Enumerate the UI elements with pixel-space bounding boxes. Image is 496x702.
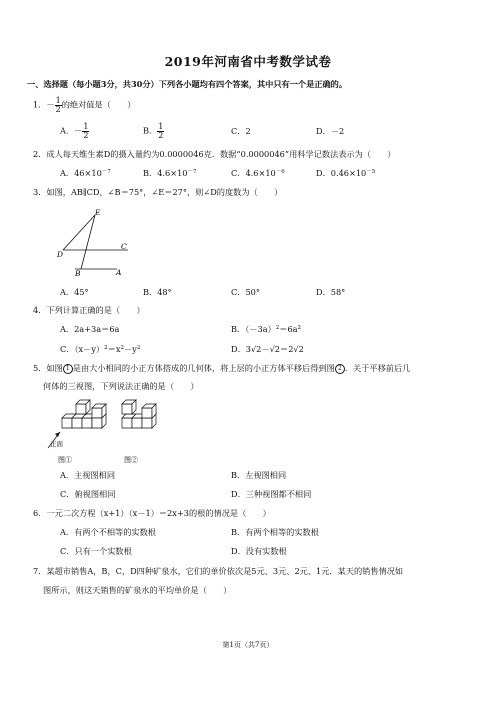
front-label: 正面 (50, 440, 63, 448)
page-footer: 第1页（共7页） (222, 641, 274, 649)
section-heading: 一、选择题（每小题3分，共30分）下列各小题均有四个答案，其中只有一个是正确的。 (27, 79, 348, 89)
q3-option-a[interactable]: A．45° (60, 287, 89, 297)
fraction: $\frac{1}{2}$ (55, 96, 61, 114)
label-a: A (116, 268, 122, 277)
figure-2-caption: 图② (124, 456, 138, 464)
q5-option-c[interactable]: C．俯视图相同 (60, 489, 116, 499)
figure-2-cubes (122, 400, 156, 428)
q3-option-d[interactable]: D．58° (316, 287, 346, 297)
figure-1-cubes (62, 400, 106, 428)
q1-option-c[interactable]: C．2 (231, 126, 251, 136)
q5-option-a[interactable]: A．主视图相同 (60, 470, 116, 480)
q6-option-a[interactable]: A．有两个不相等的实数根 (60, 527, 156, 537)
q6-option-d[interactable]: D．没有实数根 (231, 546, 287, 556)
question-2: 2．成人每天维生素D的摄入量约为0.0000046克．数据“0.0000046”用科学记数法表示为（ ） (33, 149, 396, 159)
cube-figures-q5 (46, 398, 166, 468)
q1-option-d[interactable]: D．－2 (316, 126, 345, 136)
q3-option-b[interactable]: B．48° (143, 287, 172, 297)
q2-option-c[interactable]: C．$4.6\times 10^{-6}$ (231, 168, 285, 178)
page-title: 2019年河南省中考数学试卷 (164, 54, 332, 69)
question-5-line2: 何体的三视图，下列说法正确的是（ ） (43, 381, 199, 391)
circled-number-1: 1 (63, 364, 73, 374)
q4-option-d[interactable]: D．3√2－√2＝2√2 (231, 344, 304, 354)
q2-option-b[interactable]: B．$4.6\times 10^{-7}$ (143, 168, 197, 178)
question-4: 4．下列计算正确的是（ ） (33, 305, 145, 315)
q5-option-d[interactable]: D．三种视图都不相同 (231, 489, 312, 499)
q4-option-b[interactable]: B．$(-3a)^2=6a^2$ (231, 324, 302, 334)
q4-option-a[interactable]: A．2a+3a＝6a (60, 324, 120, 334)
q2-option-a[interactable]: A．$46\times 10^{-7}$ (60, 168, 111, 178)
question-7-line2: 图所示，则这天销售的矿泉水的平均单价是（ ） (43, 585, 232, 595)
question-7-line1: 7．某超市销售A，B，C，D四种矿泉水，它们的单价依次是5元、3元、2元、1元．某天的销售情况如 (33, 566, 404, 576)
q6-option-c[interactable]: C．只有一个实数根 (60, 546, 132, 556)
question-6: 6．一元二次方程（x+1）（x－1）＝2x+3的根的情况是（ ） (33, 508, 271, 518)
label-c: C (121, 242, 127, 251)
question-1: 1．－ $\frac{1}{2}$ 的绝对值是（ ） (33, 96, 136, 114)
label-b: B (75, 269, 81, 277)
figure-1-caption: 图① (58, 456, 72, 464)
q6-option-b[interactable]: B．有两个相等的实数根 (231, 527, 319, 537)
question-5-line1: 5．如图 1 是由大小相同的小正方体搭成的几何体，将上层的小正方体平移后得到图 2 ．关于平移前后几 (33, 363, 411, 373)
arrow-head (55, 432, 60, 437)
label-e: E (95, 208, 101, 217)
q5-option-b[interactable]: B．左视图相同 (231, 470, 287, 480)
label-d: D (57, 250, 64, 259)
q4-option-c[interactable]: C．$(x-y)^2=x^2-y^2$ (60, 344, 141, 354)
question-3: 3．如图，AB∥CD，∠B＝75°，∠E＝27°，则∠D的度数为（ ） (33, 187, 283, 197)
q1-option-b[interactable]: B． $\frac{1}{2}$ (143, 122, 164, 140)
circled-number-2: 2 (335, 364, 345, 374)
q2-option-d[interactable]: D．$0.46\times 10^{-5}$ (316, 168, 376, 178)
q1-option-a[interactable]: A．－ $\frac{1}{2}$ (60, 122, 89, 140)
q3-option-c[interactable]: C．50° (231, 287, 260, 297)
geometry-figure-q3 (55, 205, 145, 277)
